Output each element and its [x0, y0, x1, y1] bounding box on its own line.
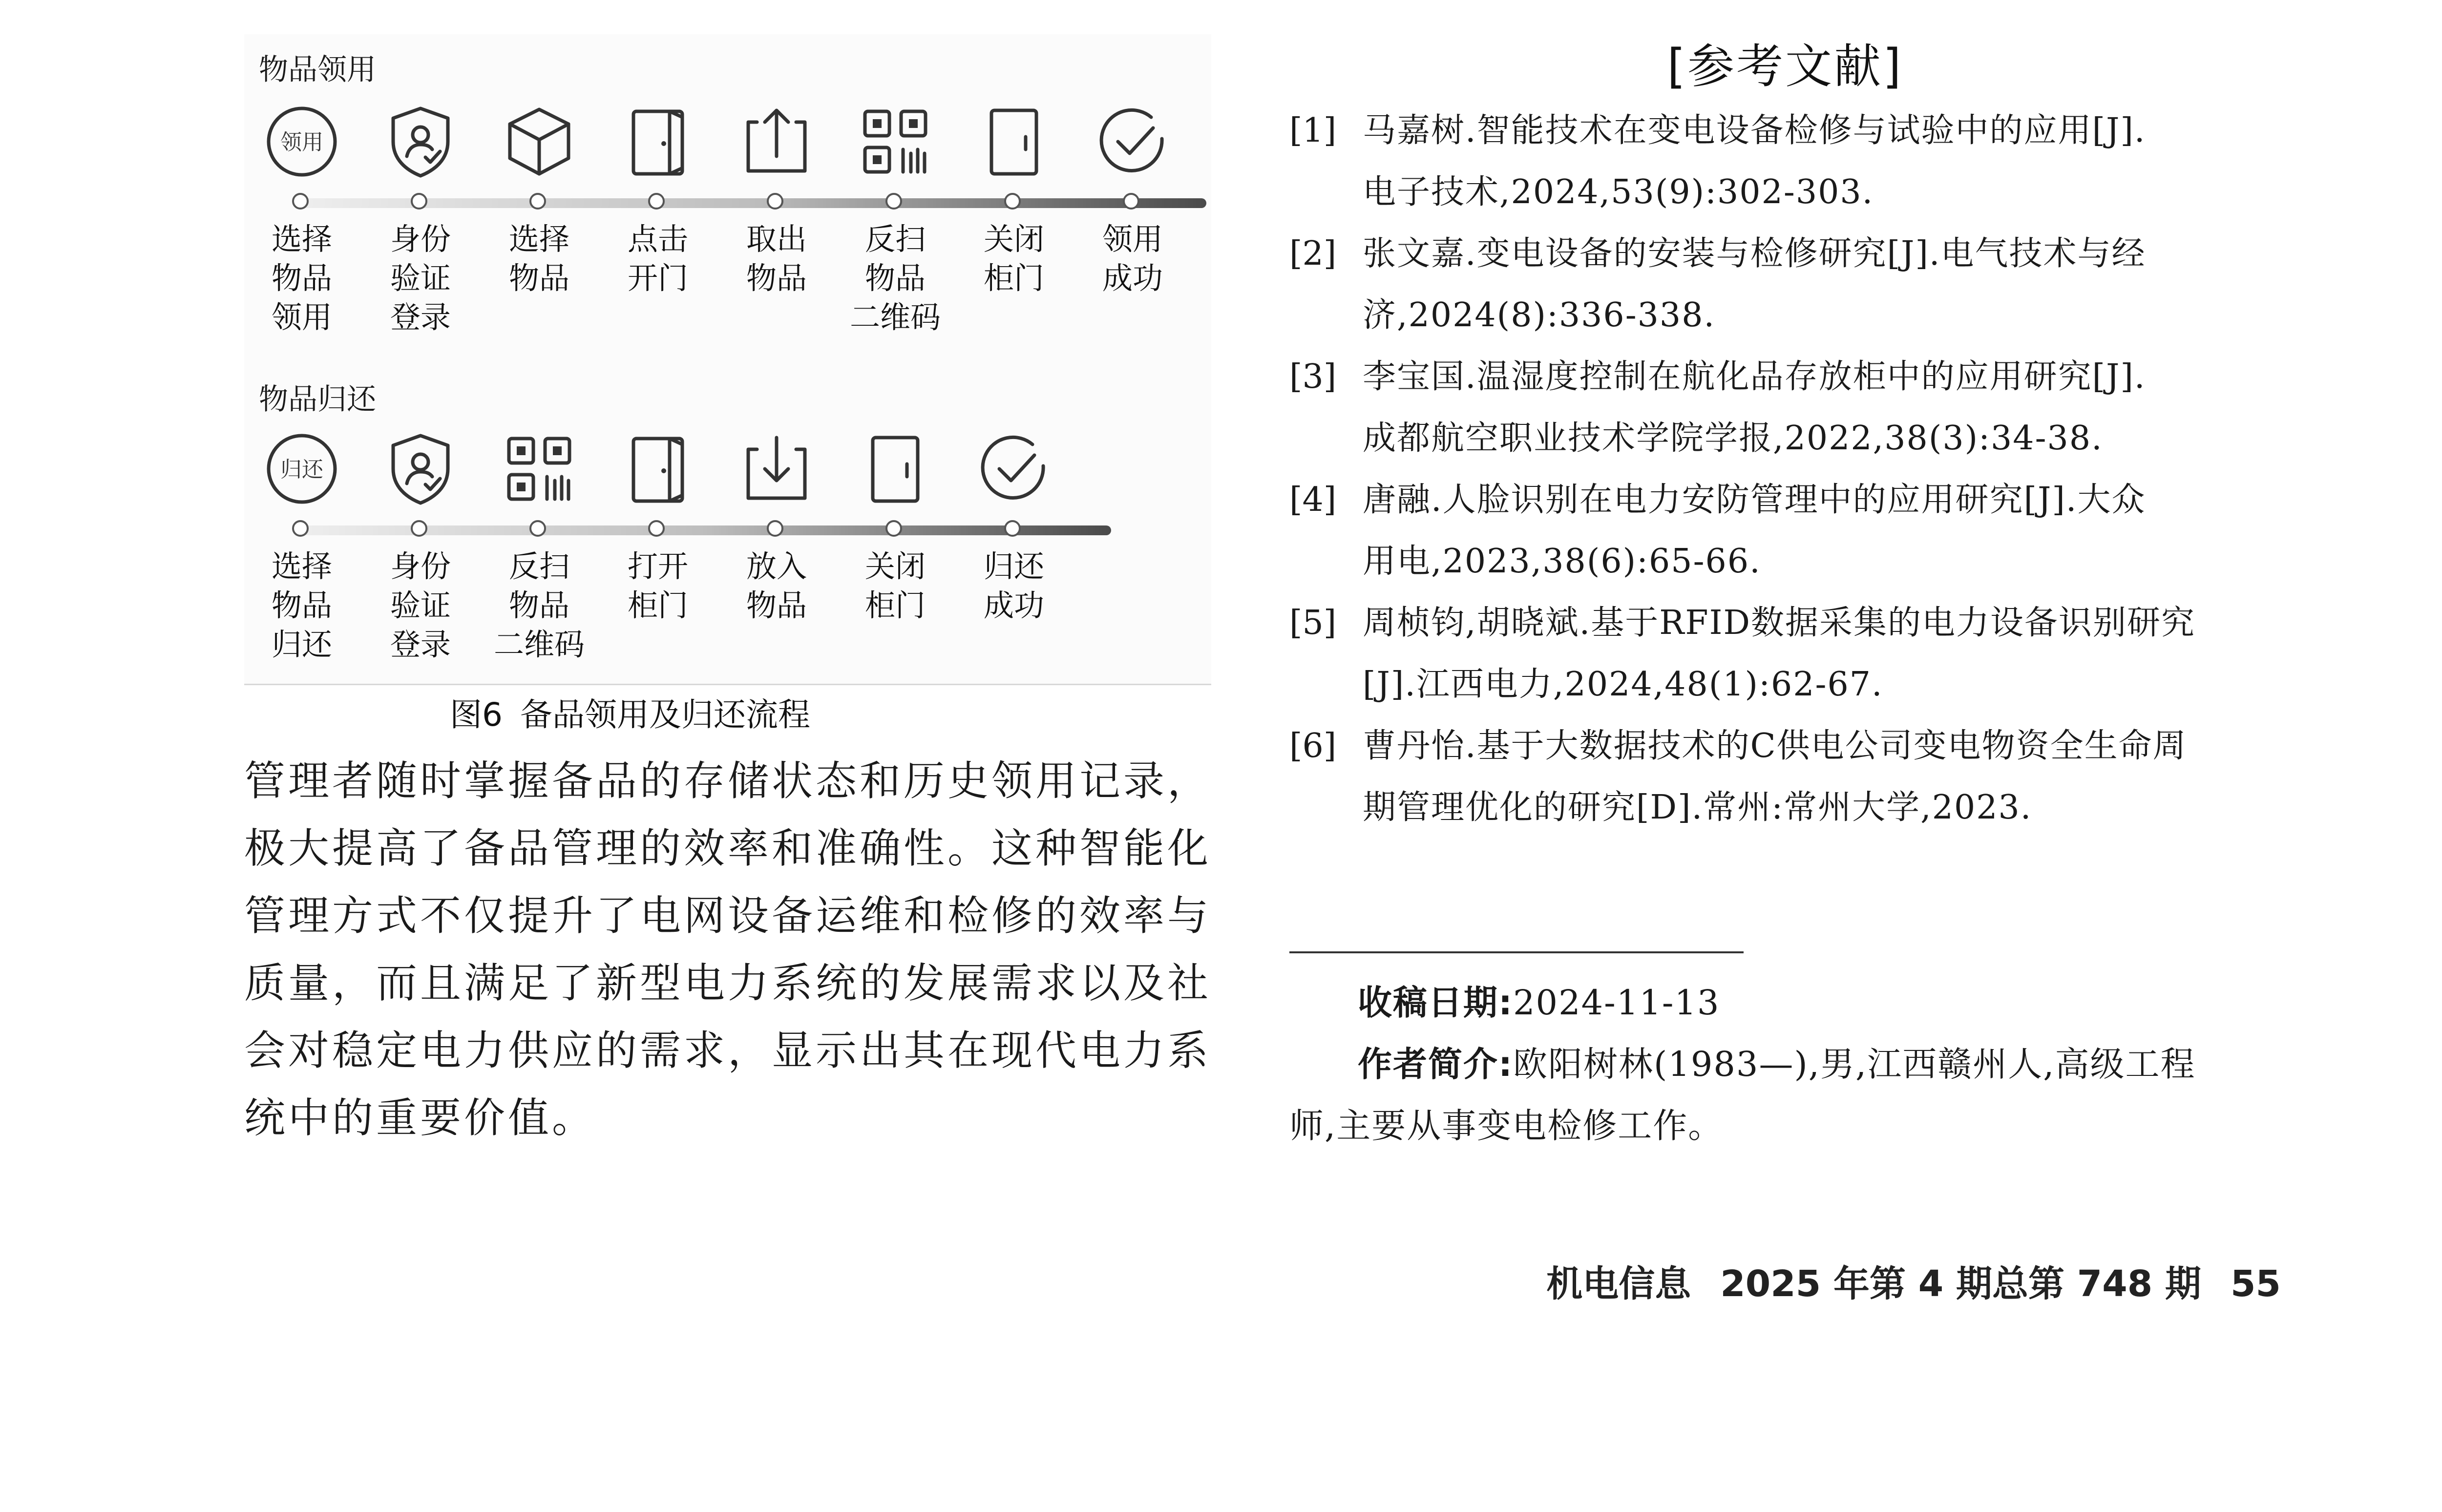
step-marker	[648, 520, 665, 537]
reference-line: 李宝国.温湿度控制在航化品存放柜中的应用研究[J].	[1363, 357, 2146, 396]
reference-line: 用电,2023,38(6):65-66.	[1363, 542, 1761, 581]
step-label: 归还 成功	[983, 548, 1044, 623]
body-line: 质量，而且满足了新型电力系统的发展需求以及社	[244, 959, 1212, 1007]
door-open-icon	[619, 430, 697, 508]
body-paragraph	[244, 747, 1231, 1152]
stamp-icon	[263, 430, 341, 508]
references-list	[1289, 100, 2281, 839]
step-label: 打开 柜门	[627, 548, 688, 623]
check-circle-icon	[975, 430, 1053, 508]
received-date	[1289, 972, 2281, 1033]
received-value: 2024-11-13	[1513, 983, 1720, 1023]
reference-number: [2]	[1289, 234, 1337, 273]
step-label: 选择 物品 领用	[271, 221, 332, 335]
step-marker	[411, 193, 427, 210]
reference-number: [6]	[1289, 727, 1337, 765]
step-label: 反扫 物品 二维码	[493, 548, 585, 662]
figure-number: 图6	[450, 696, 503, 734]
received-label: 收稿日期:	[1358, 983, 1513, 1023]
step-marker	[648, 193, 665, 210]
step-marker	[1004, 520, 1021, 537]
reference-number: [3]	[1289, 357, 1337, 396]
door-closed-icon	[856, 430, 934, 508]
reference-item	[1289, 469, 2281, 592]
figure-6	[244, 34, 1211, 685]
step-label: 取出 物品	[746, 221, 807, 296]
reference-line: 期管理优化的研究[D].常州:常州大学,2023.	[1363, 788, 2032, 827]
cube-icon	[500, 103, 578, 181]
footnote-separator	[1289, 951, 1744, 953]
step-label: 选择 物品	[508, 221, 569, 296]
step-marker	[292, 520, 309, 537]
issue-info: 2025 年第 4 期总第 748 期	[1720, 1263, 2202, 1305]
step-marker	[1004, 193, 1021, 210]
body-line: 极大提高了备品管理的效率和准确性。这种智能化	[244, 824, 1212, 872]
step-marker	[529, 520, 546, 537]
step-label: 点击 开门	[627, 221, 688, 296]
qr-code-icon	[500, 430, 578, 508]
reference-number: [5]	[1289, 604, 1337, 642]
journal-name: 机电信息	[1546, 1263, 1691, 1305]
reference-item	[1289, 592, 2281, 715]
author-label: 作者简介:	[1358, 1044, 1513, 1084]
reference-line: 济,2024(8):336-338.	[1363, 296, 1716, 335]
reference-number: [4]	[1289, 481, 1337, 519]
figure-title: 备品领用及归还流程	[520, 696, 810, 734]
take-out-icon	[737, 103, 816, 181]
reference-line: 马嘉树.智能技术在变电设备检修与试验中的应用[J].	[1363, 111, 2146, 150]
reference-line: 唐融.人脸识别在电力安防管理中的应用研究[J].大众	[1363, 481, 2146, 519]
author-bio-continued: 师,主要从事变电检修工作。	[1289, 1106, 1724, 1146]
reference-item	[1289, 100, 2281, 223]
step-marker	[885, 520, 902, 537]
svg-text:领用: 领用	[280, 130, 323, 155]
reference-line: 曹丹怡.基于大数据技术的C供电公司变电物资全生命周	[1363, 727, 2187, 765]
flow-track	[300, 198, 1206, 208]
door-closed-icon	[975, 103, 1053, 181]
article-meta	[1289, 972, 2281, 1156]
author-bio	[1289, 1033, 2281, 1095]
reference-line: 电子技术,2024,53(9):302-303.	[1363, 173, 1874, 211]
step-label: 选择 物品 归还	[271, 548, 332, 662]
references-heading: [参考文献]	[1667, 39, 1903, 94]
flow-title-borrow: 物品领用	[259, 53, 376, 87]
step-marker	[411, 520, 427, 537]
reference-number: [1]	[1289, 111, 1337, 150]
step-marker	[767, 520, 783, 537]
author-value: 欧阳树林(1983—),男,江西赣州人,高级工程	[1513, 1044, 2196, 1084]
body-line: 管理方式不仅提升了电网设备运维和检修的效率与	[244, 892, 1212, 940]
reference-line: [J].江西电力,2024,48(1):62-67.	[1363, 665, 1883, 704]
figure-caption	[0, 689, 1260, 735]
reference-item	[1289, 715, 2281, 839]
reference-item	[1289, 346, 2281, 469]
page-number: 55	[2231, 1263, 2281, 1305]
shield-user-icon	[381, 430, 460, 508]
step-marker	[292, 193, 309, 210]
door-open-icon	[619, 103, 697, 181]
step-marker	[1123, 193, 1139, 210]
reference-line: 周桢钧,胡晓斌.基于RFID数据采集的电力设备识别研究	[1363, 604, 2195, 642]
step-label: 放入 物品	[746, 548, 807, 623]
body-line: 管理者随时掌握备品的存储状态和历史领用记录，	[244, 757, 1212, 805]
flow-title-return: 物品归还	[259, 382, 376, 417]
step-label: 反扫 物品 二维码	[849, 221, 941, 335]
stamp-icon	[263, 103, 341, 181]
reference-item	[1289, 223, 2281, 346]
step-label: 身份 验证 登录	[390, 221, 451, 335]
check-circle-icon	[1094, 103, 1172, 181]
page-footer	[1289, 1255, 2281, 1307]
step-marker	[767, 193, 783, 210]
step-label: 领用 成功	[1102, 221, 1163, 296]
step-marker	[885, 193, 902, 210]
body-line: 统中的重要价值。	[244, 1094, 596, 1142]
step-label: 身份 验证 登录	[390, 548, 451, 662]
qr-code-icon	[856, 103, 934, 181]
body-line: 会对稳定电力供应的需求，显示出其在现代电力系	[244, 1027, 1212, 1074]
step-marker	[529, 193, 546, 210]
put-in-icon	[737, 430, 816, 508]
shield-user-icon	[381, 103, 460, 181]
svg-text:归还: 归还	[280, 457, 323, 482]
reference-line: 成都航空职业技术学院学报,2022,38(3):34-38.	[1363, 419, 2103, 458]
step-label: 关闭 柜门	[983, 221, 1044, 296]
reference-line: 张文嘉.变电设备的安装与检修研究[J].电气技术与经	[1363, 234, 2146, 273]
step-label: 关闭 柜门	[864, 548, 926, 623]
